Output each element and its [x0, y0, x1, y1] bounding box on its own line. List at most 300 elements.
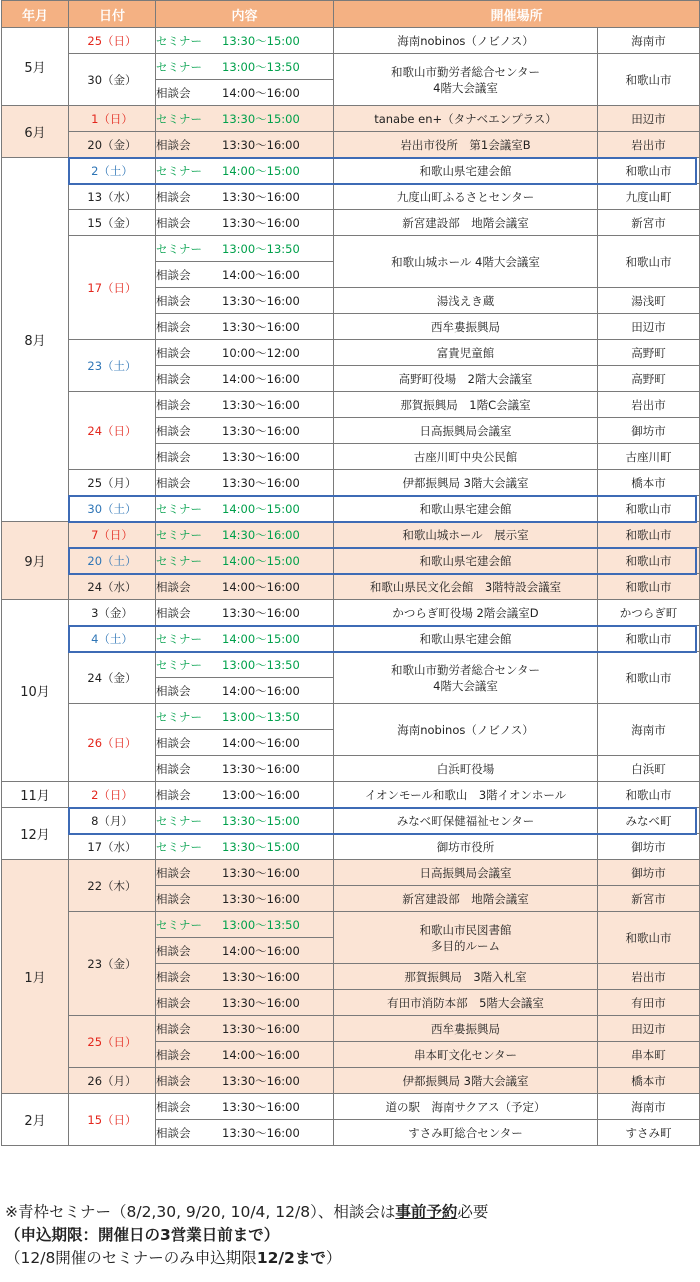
content-cell: [156, 860, 334, 886]
event-time: 13:30～16:00: [222, 1099, 300, 1114]
venue-cell: [334, 392, 598, 418]
venue-line: 和歌山県宅建会館: [419, 501, 512, 516]
event-time: 13:30～16:00: [222, 293, 300, 308]
date-cell: 30（土）: [69, 496, 156, 522]
city-cell: 和歌山市: [598, 652, 700, 704]
content-cell: [156, 990, 334, 1016]
venue-line: 和歌山城ホール 展示室: [402, 527, 529, 542]
venue-cell: [334, 340, 598, 366]
table-row: [2, 834, 700, 860]
content-cell: [156, 964, 334, 990]
event-time: 14:00～16:00: [222, 735, 300, 750]
event-time: 13:30～16:00: [222, 189, 300, 204]
event-type: 相談会: [156, 397, 191, 412]
city-cell: 橋本市: [598, 1068, 700, 1094]
event-time: 13:30～16:00: [222, 137, 300, 152]
content-cell: [156, 1120, 334, 1146]
event-type: 相談会: [156, 891, 191, 906]
date-cell: 15（日）: [69, 1094, 156, 1146]
event-type: セミナー: [156, 527, 202, 542]
content-cell: [156, 522, 334, 548]
venue-cell: [334, 418, 598, 444]
city-cell: 和歌山市: [598, 626, 700, 652]
content-cell: [156, 808, 334, 834]
month-cell: 2月: [2, 1094, 69, 1146]
venue-cell: [334, 1094, 598, 1120]
city-cell: 古座川町: [598, 444, 700, 470]
city-cell: 和歌山市: [598, 54, 700, 106]
note-emphasis: 事前予約: [395, 1203, 458, 1221]
venue-cell: [334, 990, 598, 1016]
event-type: 相談会: [156, 319, 191, 334]
month-cell: 6月: [2, 106, 69, 158]
venue-line: みなべ町保健福祉センター: [396, 813, 535, 828]
venue-line: 和歌山県宅建会館: [419, 553, 512, 568]
event-type: 相談会: [156, 449, 191, 464]
table-row: [2, 392, 700, 418]
note-text: 必要: [457, 1203, 489, 1221]
note-text: （12/8開催のセミナーのみ申込期限: [5, 1249, 257, 1267]
city-cell: 和歌山市: [598, 574, 700, 600]
city-cell: 岩出市: [598, 964, 700, 990]
date-cell: 13（水）: [69, 184, 156, 210]
city-cell: 和歌山市: [598, 522, 700, 548]
venue-line: 九度山町ふるさとセンター: [396, 189, 535, 204]
venue-cell: [334, 834, 598, 860]
event-type: セミナー: [156, 163, 202, 178]
venue-cell: [334, 28, 598, 54]
venue-line: 多目的ルーム: [431, 938, 500, 953]
event-type: 相談会: [156, 1021, 191, 1036]
city-cell: 高野町: [598, 340, 700, 366]
event-type: 相談会: [156, 683, 191, 698]
event-type: セミナー: [156, 59, 202, 74]
note-text: ※青枠セミナー（8/2,30, 9/20, 10/4, 12/8）、相談会は: [5, 1203, 396, 1221]
content-cell: [156, 366, 334, 392]
schedule-body: [2, 28, 700, 1146]
event-time: 13:30～16:00: [222, 1125, 300, 1140]
city-cell: みなべ町: [598, 808, 700, 834]
content-cell: [156, 704, 334, 730]
content-cell: [156, 158, 334, 184]
content-cell: [156, 574, 334, 600]
event-time: 14:00～15:00: [222, 631, 300, 646]
venue-line: 伊都振興局 3階大会議室: [402, 1073, 529, 1088]
table-row: [2, 184, 700, 210]
event-type: 相談会: [156, 267, 191, 282]
content-cell: [156, 756, 334, 782]
content-cell: [156, 496, 334, 522]
event-time: 14:00～15:00: [222, 163, 300, 178]
city-cell: 田辺市: [598, 106, 700, 132]
event-time: 13:30～16:00: [222, 891, 300, 906]
table-row: [2, 600, 700, 626]
table-row: [2, 470, 700, 496]
venue-line: 高野町役場 2階大会議室: [398, 371, 533, 386]
event-type: セミナー: [156, 631, 202, 646]
table-row: [2, 860, 700, 886]
venue-cell: [334, 236, 598, 288]
event-time: 14:30～16:00: [222, 527, 300, 542]
venue-line: 那賀振興局 1階C会議室: [400, 397, 531, 412]
date-cell: 25（日）: [69, 28, 156, 54]
table-row: [2, 522, 700, 548]
event-type: 相談会: [156, 787, 191, 802]
venue-line: 西牟婁振興局: [431, 1021, 500, 1036]
city-cell: 白浜町: [598, 756, 700, 782]
venue-line: 白浜町役場: [436, 761, 495, 776]
venue-cell: [334, 444, 598, 470]
date-cell: 23（土）: [69, 340, 156, 392]
city-cell: 和歌山市: [598, 496, 700, 522]
event-type: セミナー: [156, 657, 202, 672]
venue-cell: [334, 548, 598, 574]
venue-line: 道の駅 海南サクアス（予定）: [385, 1099, 546, 1114]
event-time: 13:30～16:00: [222, 865, 300, 880]
event-time: 13:30～15:00: [222, 839, 300, 854]
event-time: 13:00～13:50: [222, 657, 300, 672]
date-cell: 7（日）: [69, 522, 156, 548]
venue-line: 那賀振興局 3階入札室: [404, 969, 527, 984]
venue-line: 御坊市役所: [436, 839, 495, 854]
event-type: 相談会: [156, 85, 191, 100]
content-cell: [156, 1068, 334, 1094]
venue-cell: [334, 964, 598, 990]
event-time: 13:30～16:00: [222, 995, 300, 1010]
date-cell: 15（金）: [69, 210, 156, 236]
content-cell: [156, 288, 334, 314]
venue-line: 4階大会議室: [433, 80, 498, 95]
event-type: 相談会: [156, 865, 191, 880]
date-cell: 17（水）: [69, 834, 156, 860]
event-type: セミナー: [156, 111, 202, 126]
venue-line: 和歌山城ホール 4階大会議室: [391, 254, 540, 269]
table-row: [2, 704, 700, 730]
venue-cell: [334, 652, 598, 704]
event-type: 相談会: [156, 1099, 191, 1114]
content-cell: [156, 678, 334, 704]
venue-line: 和歌山市民図書館: [419, 922, 512, 937]
event-type: 相談会: [156, 943, 191, 958]
month-cell: 8月: [2, 158, 69, 522]
event-type: セミナー: [156, 917, 202, 932]
event-time: 13:30～16:00: [222, 319, 300, 334]
content-cell: [156, 834, 334, 860]
event-type: 相談会: [156, 475, 191, 490]
month-cell: 9月: [2, 522, 69, 600]
venue-line: 海南nobinos（ノビノス）: [397, 722, 534, 737]
event-time: 14:00～16:00: [222, 579, 300, 594]
venue-line: 古座川町中央公民館: [413, 449, 518, 464]
venue-line: 有田市消防本部 5階大会議室: [387, 995, 544, 1010]
event-type: セミナー: [156, 33, 202, 48]
venue-cell: [334, 574, 598, 600]
venue-line: tanabe en+（タナベエンプラス）: [374, 111, 557, 126]
table-row: [2, 1094, 700, 1120]
note-line-2: （申込期限：開催日の3営業日前まで）: [5, 1226, 280, 1244]
city-cell: 和歌山市: [598, 782, 700, 808]
event-time: 10:00～12:00: [222, 345, 300, 360]
venue-cell: [334, 496, 598, 522]
venue-cell: [334, 470, 598, 496]
content-cell: [156, 600, 334, 626]
venue-line: 日高振興局会議室: [419, 865, 512, 880]
date-cell: 25（月）: [69, 470, 156, 496]
event-time: 14:00～16:00: [222, 85, 300, 100]
event-type: セミナー: [156, 839, 202, 854]
content-cell: [156, 54, 334, 80]
venue-cell: [334, 106, 598, 132]
venue-line: 岩出市役所 第1会議室B: [400, 137, 531, 152]
event-time: 14:00～16:00: [222, 267, 300, 282]
city-cell: 九度山町: [598, 184, 700, 210]
venue-cell: [334, 184, 598, 210]
venue-cell: [334, 158, 598, 184]
event-time: 13:30～15:00: [222, 813, 300, 828]
date-cell: 1（日）: [69, 106, 156, 132]
event-type: セミナー: [156, 241, 202, 256]
venue-line: 和歌山県民文化会館 3階特設会議室: [369, 579, 562, 594]
event-time: 13:30～16:00: [222, 761, 300, 776]
event-time: 13:30～16:00: [222, 605, 300, 620]
venue-cell: [334, 522, 598, 548]
city-cell: 和歌山市: [598, 158, 700, 184]
event-type: 相談会: [156, 345, 191, 360]
event-type: 相談会: [156, 215, 191, 230]
content-cell: [156, 444, 334, 470]
table-row: [2, 808, 700, 834]
event-type: セミナー: [156, 813, 202, 828]
event-type: セミナー: [156, 709, 202, 724]
venue-line: かつらぎ町役場 2階会議室D: [392, 605, 539, 620]
venue-line: すさみ町総合センター: [408, 1125, 523, 1140]
venue-line: 和歌山県宅建会館: [419, 163, 512, 178]
city-cell: 岩出市: [598, 392, 700, 418]
venue-cell: [334, 756, 598, 782]
date-cell: 22（木）: [69, 860, 156, 912]
content-cell: [156, 912, 334, 938]
city-cell: 橋本市: [598, 470, 700, 496]
date-cell: 23（金）: [69, 912, 156, 1016]
note-line-3: [5, 1247, 695, 1270]
venue-line: イオンモール和歌山 3階イオンホール: [364, 787, 567, 802]
event-type: 相談会: [156, 1047, 191, 1062]
content-cell: [156, 1094, 334, 1120]
venue-cell: [334, 314, 598, 340]
city-cell: かつらぎ町: [598, 600, 700, 626]
venue-cell: [334, 912, 598, 964]
month-cell: 1月: [2, 860, 69, 1094]
date-cell: 25（日）: [69, 1016, 156, 1068]
event-time: 13:30～16:00: [222, 1021, 300, 1036]
venue-cell: [334, 1120, 598, 1146]
event-time: 13:30～15:00: [222, 111, 300, 126]
header-month: 年月: [2, 1, 69, 28]
event-time: 13:30～16:00: [222, 397, 300, 412]
table-row: [2, 652, 700, 678]
header-content: 内容: [156, 1, 334, 28]
date-cell: 8（月）: [69, 808, 156, 834]
event-time: 13:30～16:00: [222, 1073, 300, 1088]
table-row: [2, 1068, 700, 1094]
event-time: 14:00～15:00: [222, 553, 300, 568]
event-type: 相談会: [156, 579, 191, 594]
table-row: [2, 782, 700, 808]
event-time: 14:00～16:00: [222, 683, 300, 698]
date-cell: 24（日）: [69, 392, 156, 470]
city-cell: 和歌山市: [598, 236, 700, 288]
table-row: [2, 626, 700, 652]
venue-line: 日高振興局会議室: [419, 423, 512, 438]
date-cell: 2（土）: [69, 158, 156, 184]
date-cell: 17（日）: [69, 236, 156, 340]
date-cell: 24（水）: [69, 574, 156, 600]
venue-line: 和歌山市勤労者総合センター: [390, 662, 541, 677]
table-row: [2, 574, 700, 600]
content-cell: [156, 314, 334, 340]
date-cell: 2（日）: [69, 782, 156, 808]
venue-line: 和歌山県宅建会館: [419, 631, 512, 646]
content-cell: [156, 548, 334, 574]
venue-line: 串本町文化センター: [413, 1047, 518, 1062]
city-cell: 有田市: [598, 990, 700, 1016]
city-cell: 串本町: [598, 1042, 700, 1068]
schedule-table: [1, 0, 700, 1146]
date-cell: 4（土）: [69, 626, 156, 652]
content-cell: [156, 1042, 334, 1068]
city-cell: 御坊市: [598, 418, 700, 444]
city-cell: 新宮市: [598, 886, 700, 912]
content-cell: [156, 652, 334, 678]
content-cell: [156, 418, 334, 444]
note-emphasis: 12/2まで: [256, 1249, 326, 1267]
venue-cell: [334, 704, 598, 756]
event-type: 相談会: [156, 1125, 191, 1140]
content-cell: [156, 80, 334, 106]
content-cell: [156, 210, 334, 236]
city-cell: 高野町: [598, 366, 700, 392]
table-row: [2, 132, 700, 158]
content-cell: [156, 184, 334, 210]
event-type: 相談会: [156, 605, 191, 620]
date-cell: 26（日）: [69, 704, 156, 782]
table-row: [2, 496, 700, 522]
note-line-1: [5, 1201, 695, 1224]
month-cell: 12月: [2, 808, 69, 860]
venue-cell: [334, 860, 598, 886]
venue-cell: [334, 132, 598, 158]
note-text: ）: [325, 1249, 342, 1267]
content-cell: [156, 782, 334, 808]
city-cell: 海南市: [598, 704, 700, 756]
venue-cell: [334, 1068, 598, 1094]
content-cell: [156, 132, 334, 158]
event-time: 13:00～16:00: [222, 787, 300, 802]
content-cell: [156, 886, 334, 912]
city-cell: 海南市: [598, 28, 700, 54]
date-cell: 20（土）: [69, 548, 156, 574]
content-cell: [156, 626, 334, 652]
event-time: 14:00～16:00: [222, 371, 300, 386]
table-header-row: [2, 1, 700, 28]
venue-line: 西牟婁振興局: [431, 319, 500, 334]
table-row: [2, 106, 700, 132]
content-cell: [156, 392, 334, 418]
venue-line: 4階大会議室: [433, 678, 498, 693]
city-cell: 和歌山市: [598, 912, 700, 964]
content-cell: [156, 262, 334, 288]
venue-line: 伊都振興局 3階大会議室: [402, 475, 529, 490]
event-time: 13:30～16:00: [222, 475, 300, 490]
city-cell: 和歌山市: [598, 548, 700, 574]
venue-cell: [334, 1016, 598, 1042]
event-type: 相談会: [156, 761, 191, 776]
table-row: [2, 1016, 700, 1042]
venue-cell: [334, 782, 598, 808]
venue-cell: [334, 600, 598, 626]
event-type: 相談会: [156, 735, 191, 750]
event-type: 相談会: [156, 371, 191, 386]
venue-cell: [334, 288, 598, 314]
city-cell: 御坊市: [598, 860, 700, 886]
content-cell: [156, 938, 334, 964]
table-row: [2, 548, 700, 574]
table-row: [2, 912, 700, 938]
month-cell: 5月: [2, 28, 69, 106]
city-cell: 湯浅町: [598, 288, 700, 314]
venue-cell: [334, 54, 598, 106]
date-cell: 3（金）: [69, 600, 156, 626]
date-cell: 20（金）: [69, 132, 156, 158]
venue-line: 富貴児童館: [436, 345, 495, 360]
event-time: 14:00～16:00: [222, 943, 300, 958]
event-type: 相談会: [156, 995, 191, 1010]
header-date: 日付: [69, 1, 156, 28]
content-cell: [156, 106, 334, 132]
venue-cell: [334, 366, 598, 392]
city-cell: 海南市: [598, 1094, 700, 1120]
venue-cell: [334, 1042, 598, 1068]
event-type: 相談会: [156, 293, 191, 308]
notes: [5, 1201, 695, 1270]
event-time: 13:30～16:00: [222, 215, 300, 230]
table-row: [2, 28, 700, 54]
event-time: 13:00～13:50: [222, 709, 300, 724]
content-cell: [156, 28, 334, 54]
city-cell: 田辺市: [598, 314, 700, 340]
content-cell: [156, 340, 334, 366]
table-row: [2, 236, 700, 262]
venue-cell: [334, 808, 598, 834]
venue-cell: [334, 886, 598, 912]
table-row: [2, 210, 700, 236]
city-cell: 岩出市: [598, 132, 700, 158]
date-cell: 30（金）: [69, 54, 156, 106]
event-time: 13:00～13:50: [222, 241, 300, 256]
event-time: 13:00～13:50: [222, 917, 300, 932]
event-type: セミナー: [156, 501, 202, 516]
content-cell: [156, 470, 334, 496]
event-time: 13:00～13:50: [222, 59, 300, 74]
venue-line: 新宮建設部 地階会議室: [402, 891, 529, 906]
event-time: 13:30～16:00: [222, 449, 300, 464]
event-time: 14:00～16:00: [222, 1047, 300, 1062]
city-cell: すさみ町: [598, 1120, 700, 1146]
venue-cell: [334, 210, 598, 236]
venue-line: 湯浅えき蔵: [436, 293, 495, 308]
event-time: 13:30～16:00: [222, 969, 300, 984]
city-cell: 御坊市: [598, 834, 700, 860]
